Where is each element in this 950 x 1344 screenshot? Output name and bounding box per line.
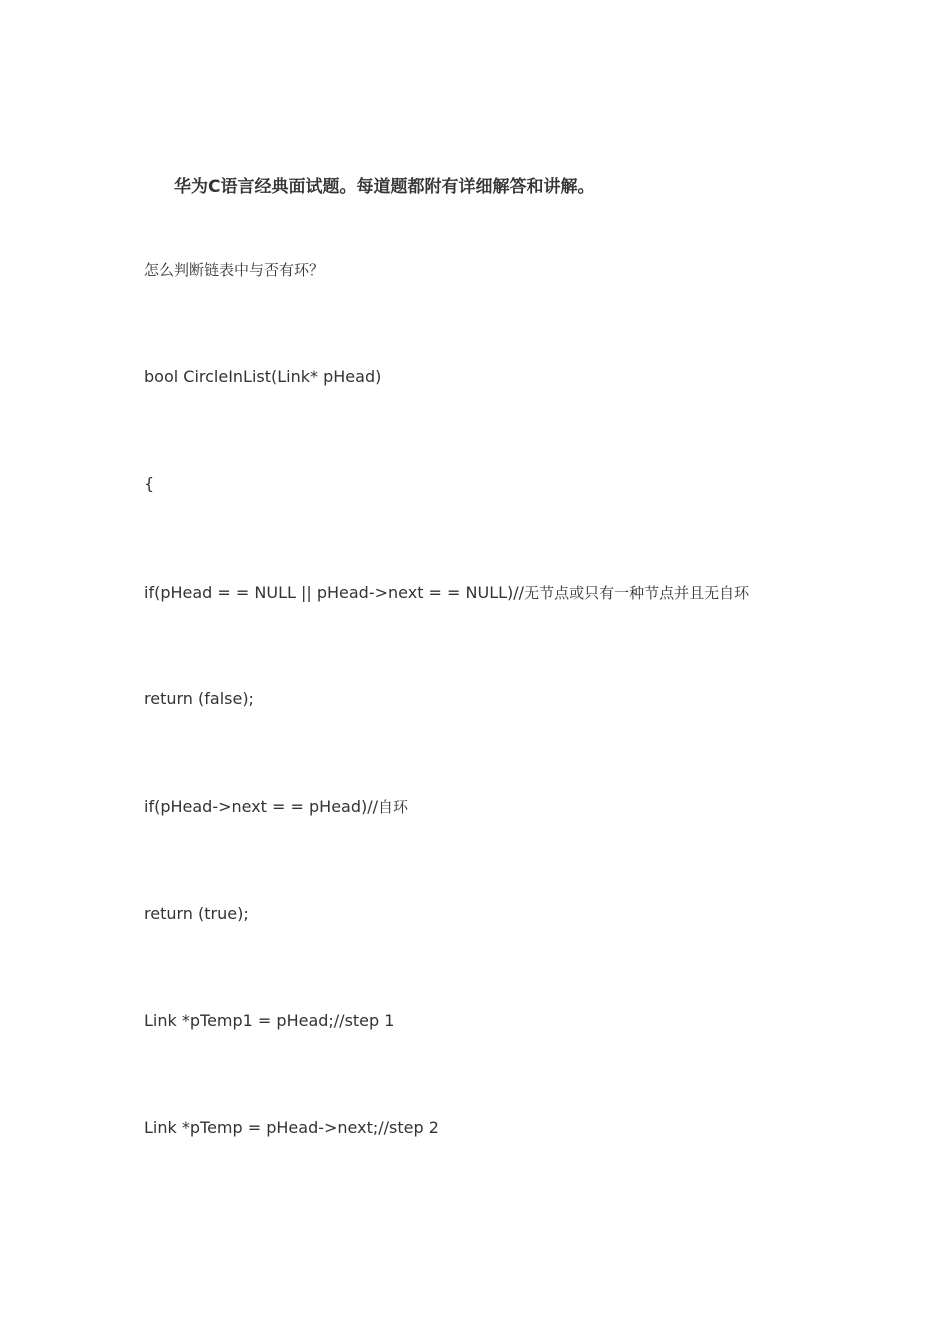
question-text: 怎么判断链表中与否有环？ (144, 261, 325, 279)
code-line-5 (144, 796, 408, 817)
document-title: 华为C语言经典面试题。每道题都附有详细解答和讲解。 (174, 177, 595, 197)
code-comment: 无节点或只有一种节点并且无自环 (524, 584, 750, 602)
code-line-3 (144, 582, 749, 603)
code-text: { (144, 474, 155, 493)
code-text: if(pHead->next = = pHead)// (144, 797, 379, 816)
code-comment: 自环 (378, 798, 409, 816)
code-text: Link *pTemp1 = pHead;//step 1 (144, 1011, 395, 1030)
code-text: bool CircleInList(Link* pHead) (144, 367, 382, 386)
code-text: Link *pTemp = pHead->next;//step 2 (144, 1118, 439, 1137)
code-text: return (true); (144, 904, 249, 923)
code-text: return (false); (144, 689, 254, 708)
code-line-6 (144, 904, 249, 923)
code-line-2 (144, 474, 154, 493)
code-text: if(pHead = = NULL || pHead->next = = NULL)// (144, 583, 525, 602)
code-line-4 (144, 689, 254, 708)
code-line-1 (144, 367, 381, 386)
code-line-7 (144, 1011, 394, 1030)
code-line-8 (144, 1118, 439, 1137)
